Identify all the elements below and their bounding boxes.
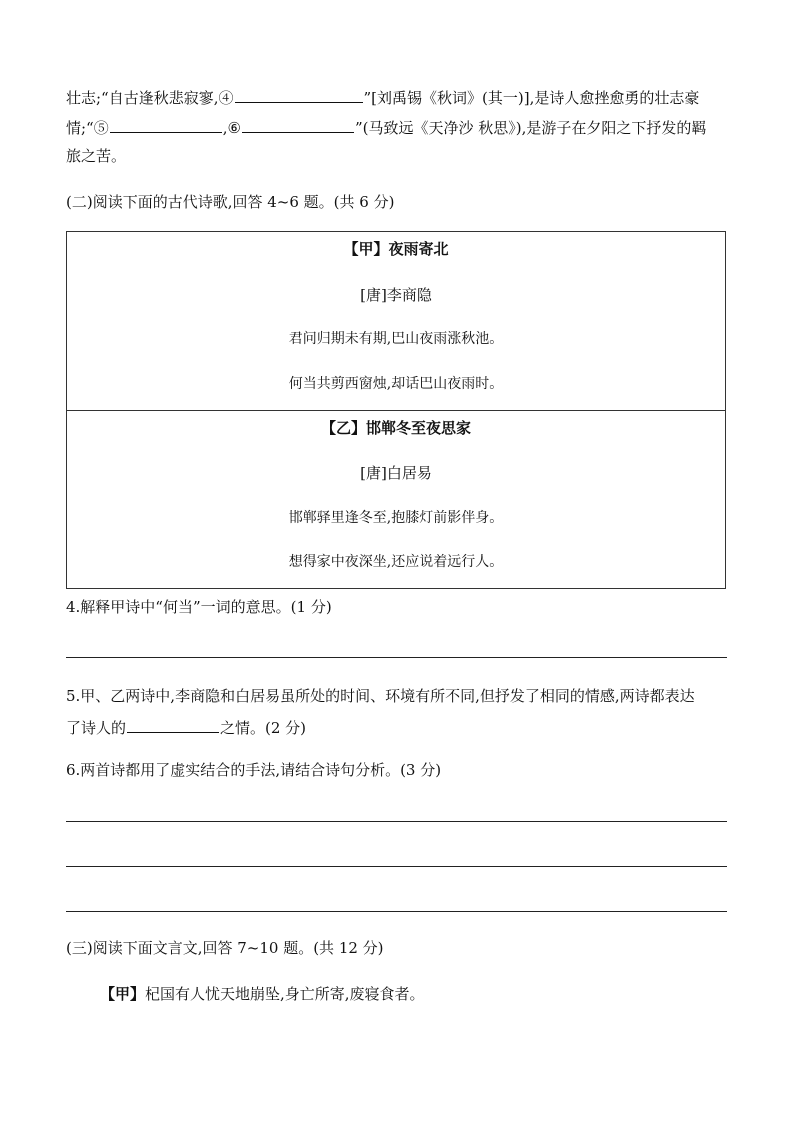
question-6: 6.两首诗都用了虚实结合的手法,请结合诗句分析。(3 分) (66, 761, 442, 779)
intro-text: 壮志;“自古逢秋悲寂寥,④ (66, 89, 234, 107)
passage-line (100, 984, 762, 1004)
poem-line: 君问归期未有期,巴山夜雨涨秋池。 (288, 331, 504, 347)
intro-text: ”(马致远《天净沙 秋思》),是游子在夕阳之下抒发的羁 (354, 119, 707, 137)
answer-blank-5[interactable] (110, 116, 222, 133)
question-5-line-1: 5.甲、乙两诗中,李商隐和白居易虽所处的时间、环境有所不同,但抒发了相同的情感,两诗都表达 (66, 687, 695, 705)
answer-blank-q5[interactable] (127, 716, 219, 733)
question-text: 之情。(2 分) (220, 719, 307, 737)
section-heading: (二)阅读下面的古代诗歌,回答 4~6 题。(共 6 分) (66, 193, 395, 211)
poem-author: [唐]李商隐 (360, 286, 432, 304)
answer-line[interactable] (66, 866, 727, 867)
question-5-line-2 (66, 716, 728, 738)
intro-text: ,⑥ (222, 119, 241, 137)
passage-text: 杞国有人忧天地崩坠,身亡所寄,废寝食者。 (145, 985, 425, 1003)
poem-author: [唐]白居易 (360, 464, 432, 482)
intro-text: ”[刘禹锡《秋词》(其一)],是诗人愈挫愈勇的壮志豪 (363, 89, 700, 107)
answer-blank-6[interactable] (242, 116, 354, 133)
answer-line[interactable] (66, 657, 727, 658)
intro-line-3 (66, 146, 728, 166)
poem-line: 想得家中夜深坐,还应说着远行人。 (288, 554, 504, 570)
answer-blank-4[interactable] (235, 86, 363, 103)
intro-text: 旅之苦。 (66, 147, 127, 165)
poem-box-yi (66, 410, 726, 589)
intro-text: 情;“⑤ (66, 119, 109, 137)
section-heading: (三)阅读下面文言文,回答 7~10 题。(共 12 分) (66, 939, 384, 957)
answer-line[interactable] (66, 911, 727, 912)
poem-line: 何当共剪西窗烛,却话巴山夜雨时。 (288, 376, 504, 392)
poem-box-jia (66, 231, 726, 411)
answer-line[interactable] (66, 821, 727, 822)
poem-title: 【甲】夜雨寄北 (343, 240, 449, 258)
passage-label: 【甲】 (100, 985, 146, 1003)
question-text: 了诗人的 (66, 719, 127, 737)
intro-line-2 (66, 116, 728, 138)
question-4: 4.解释甲诗中“何当”一词的意思。(1 分) (66, 598, 332, 616)
poem-title: 【乙】邯郸冬至夜思家 (320, 419, 471, 437)
intro-line-1 (66, 86, 728, 108)
poem-line: 邯郸驿里逢冬至,抱膝灯前影伴身。 (288, 510, 504, 526)
